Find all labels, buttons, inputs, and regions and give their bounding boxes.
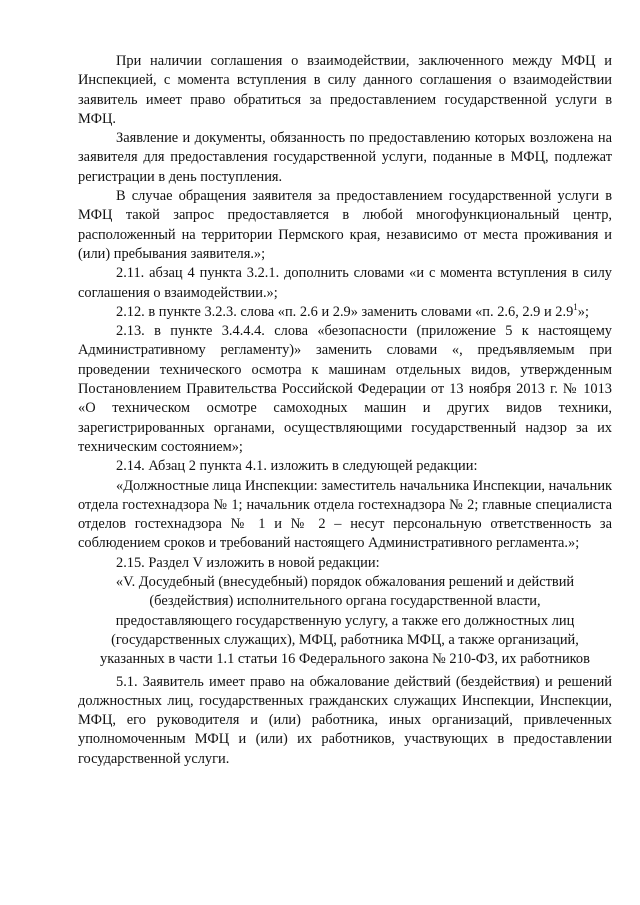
document-page <box>78 52 612 769</box>
paragraph-2-12-superscript: 1 <box>573 302 578 313</box>
paragraph-2-11: 2.11. абзац 4 пункта 3.2.1. дополнить словами «и с момента вступления в силу соглашения о взаимодействии.»; <box>78 265 612 301</box>
paragraph-2-13: 2.13. в пункте 3.4.4.4. слова «безопасности (приложение 5 к настоящему Административному регламенту)» заменить словами «, предъявляемым при проведении технического осмотра к машинам отдельных видов, утвержденным Постановлением Правительства Российской Федерации от 13 ноября 2013 г. № 1013 «О техническом осмотре самоходных машин и других видов техники, зарегистрированных органами, осуществляющими государственный надзор за их техническим состоянием»; <box>78 323 612 455</box>
paragraph-officials: «Должностные лица Инспекции: заместитель начальника Инспекции, начальник отдела гостехнадзора № 1; начальник отдела гостехнадзора № 2; главные специалиста отделов гостехнадзора № 1 и № 2 – несут персональную ответственность за соблюдением сроков и требований настоящего Административного регламента.»; <box>78 477 613 552</box>
paragraph-2-12 <box>78 303 612 322</box>
section-heading-line: (бездействия) исполнительного органа государственной власти, <box>149 593 541 610</box>
paragraph-mfc-agreement: При наличии соглашения о взаимодействии, заключенного между МФЦ и Инспекцией, с момента вступления в силу данного соглашения о взаимодействии заявитель имеет право обратиться за предоставлением государственной услуги в МФЦ. <box>78 53 612 127</box>
paragraph-2-15: 2.15. Раздел V изложить в новой редакции: <box>116 554 380 571</box>
section-heading-line: (государственных служащих), МФЦ, работника МФЦ, а также организаций, <box>111 631 579 648</box>
section-heading-line: предоставляющего государственную услугу, а также его должностных лиц <box>115 612 575 629</box>
section-heading-line: указанных в части 1.1 статьи 16 Федерального закона № 210-ФЗ, их работников <box>100 651 590 668</box>
paragraph-5-1: 5.1. Заявитель имеет право на обжалование действий (бездействия) и решений должностных лиц, государственных гражданских служащих Инспекции, Инспекции, МФЦ, его руководителя и (или) работника, иных организаций, привлеченных уполномоченным МФЦ и (или) их работников, участвующих в предоставлении государственной услуги. <box>78 673 612 767</box>
paragraph-registration: Заявление и документы, обязанность по предоставлению которых возложена на заявителя для предоставления государственной услуги, поданные в МФЦ, подлежат регистрации в день поступления. <box>78 130 612 185</box>
section-v-heading <box>78 573 612 669</box>
section-heading-line: «V. Досудебный (внесудебный) порядок обжалования решений и действий <box>115 574 575 591</box>
paragraph-2-14: 2.14. Абзац 2 пункта 4.1. изложить в следующей редакции: <box>116 458 478 475</box>
paragraph-any-mfc: В случае обращения заявителя за предоставлением государственной услуги в МФЦ такой запрос предоставляется в любой многофункциональный центр, расположенный на территории Пермского края, независимо от места проживания и (или) пребывания заявителя.»; <box>78 188 612 262</box>
paragraph-2-12-tail: »; <box>577 303 589 320</box>
paragraph-2-12-text: 2.12. в пункте 3.2.3. слова «п. 2.6 и 2.9» заменить словами «п. 2.6, 2.9 и 2.9 <box>116 303 574 320</box>
